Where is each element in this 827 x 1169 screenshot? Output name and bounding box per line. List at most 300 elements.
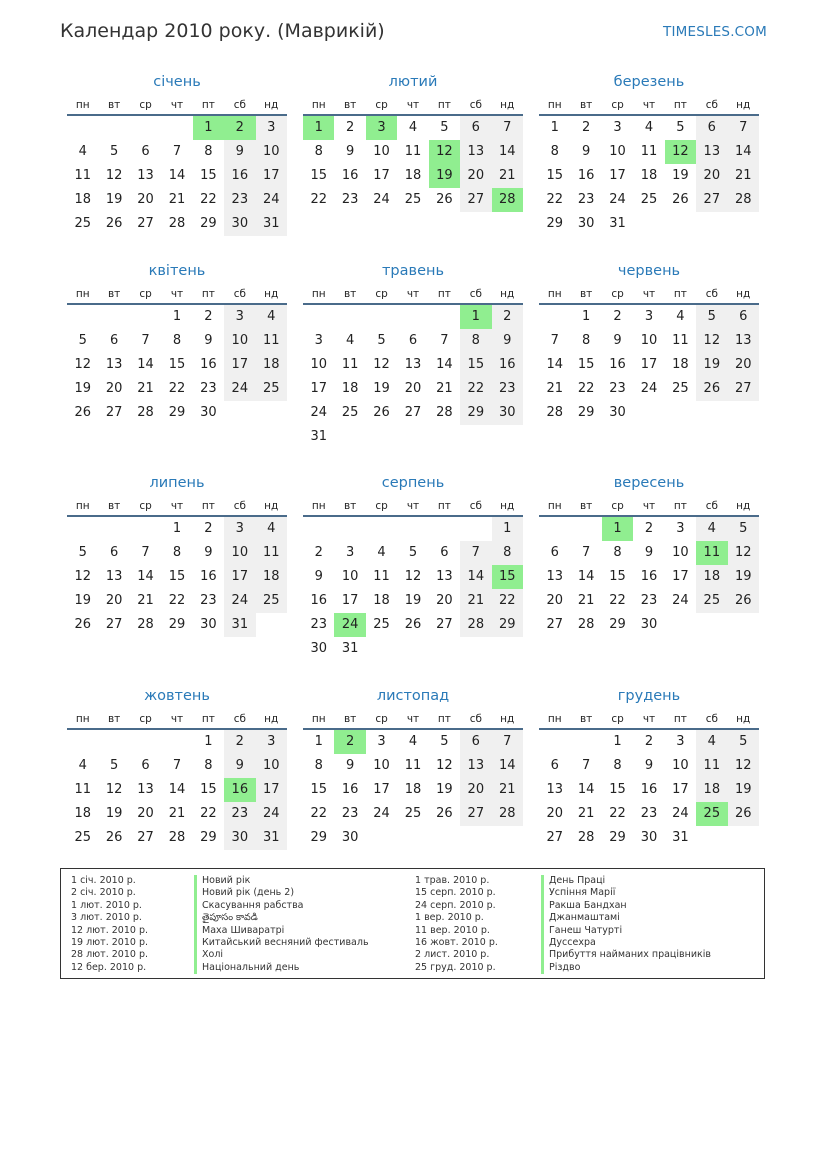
day-cell: 1 — [581, 309, 591, 324]
day-cell: 4 — [408, 120, 418, 135]
empty-cell — [98, 730, 129, 754]
day-cell: 11 — [640, 144, 658, 159]
day-cell: 4 — [696, 517, 727, 541]
day-cell: 11 — [256, 541, 287, 565]
day-cell: 25 — [256, 377, 287, 401]
day-cell: 2 — [204, 309, 213, 324]
day-cell: 3 — [256, 116, 287, 140]
day-cell: 13 — [137, 168, 154, 183]
day-cell: 4 — [676, 309, 685, 324]
day-cell: 8 — [204, 758, 213, 773]
day-cell: 28 — [728, 188, 759, 212]
day-cell: 8 — [314, 758, 323, 773]
legend-date: 25 груд. 2010 р. — [415, 961, 496, 973]
day-cell: 7 — [581, 758, 591, 773]
day-cell: 24 — [224, 377, 255, 401]
day-cell: 19 — [696, 353, 727, 377]
empty-cell — [570, 730, 601, 754]
empty-cell — [130, 116, 161, 140]
weekday-label: вт — [107, 713, 121, 725]
day-cell: 14 — [460, 565, 491, 589]
day-cell: 1 — [314, 734, 323, 749]
day-cell: 3 — [345, 545, 355, 560]
legend-date: 2 лист. 2010 р. — [415, 949, 490, 961]
day-cell: 18 — [672, 357, 689, 372]
holiday-day: 24 — [334, 613, 365, 637]
weekday-label: чт — [642, 713, 656, 725]
day-cell: 26 — [696, 377, 727, 401]
month-12 — [539, 686, 759, 850]
day-cell: 27 — [546, 830, 563, 845]
month-name: жовтень — [144, 688, 210, 704]
day-cell: 26 — [404, 617, 422, 632]
empty-cell — [303, 517, 334, 541]
day-cell: 23 — [224, 802, 255, 826]
weekday-label: ср — [139, 500, 152, 512]
weekday-header — [67, 710, 287, 730]
day-cell: 13 — [137, 782, 154, 797]
weekday-label: нд — [264, 99, 279, 111]
day-cell: 9 — [644, 545, 654, 560]
day-cell: 15 — [310, 168, 327, 183]
day-cell: 8 — [613, 758, 622, 773]
day-cell: 29 — [200, 830, 217, 845]
day-cell: 16 — [200, 569, 217, 584]
day-cell: 10 — [609, 144, 626, 159]
day-cell: 1 — [550, 120, 559, 135]
day-cell: 30 — [200, 405, 217, 420]
weekday-label: нд — [264, 288, 279, 300]
day-cell: 9 — [644, 758, 654, 773]
weekday-label: вт — [343, 500, 357, 512]
day-cell: 18 — [74, 806, 91, 821]
day-cell: 13 — [105, 357, 123, 372]
holiday-day: 12 — [665, 140, 696, 164]
day-cell: 29 — [609, 617, 626, 632]
day-grid — [67, 305, 287, 425]
weekday-label: пн — [75, 713, 90, 725]
day-cell: 20 — [137, 806, 154, 821]
legend-holiday-name: Дуссехра — [541, 937, 711, 949]
weekday-label: пн — [75, 99, 90, 111]
empty-cell — [67, 730, 98, 754]
empty-cell — [98, 517, 129, 541]
holiday-legend — [60, 868, 765, 979]
day-cell: 5 — [728, 517, 759, 541]
weekday-label: нд — [736, 99, 751, 111]
day-cell: 2 — [644, 521, 654, 536]
weekday-label: ср — [611, 713, 624, 725]
day-cell: 22 — [168, 593, 186, 608]
day-cell: 25 — [672, 381, 689, 396]
day-cell: 25 — [404, 806, 422, 821]
legend-date: 1 вер. 2010 р. — [415, 912, 484, 924]
weekday-label: вт — [107, 99, 121, 111]
day-cell: 23 — [310, 617, 327, 632]
day-cell: 6 — [696, 116, 727, 140]
day-cell: 26 — [105, 216, 123, 231]
day-cell: 17 — [672, 782, 689, 797]
day-cell: 7 — [460, 541, 491, 565]
day-cell: 30 — [200, 617, 217, 632]
holiday-day: 25 — [696, 802, 727, 826]
weekday-label: сб — [469, 99, 482, 111]
day-cell: 24 — [224, 589, 255, 613]
day-cell: 25 — [256, 589, 287, 613]
month-10 — [67, 686, 287, 850]
day-cell: 15 — [200, 782, 217, 797]
weekday-header — [67, 285, 287, 305]
day-cell: 27 — [404, 405, 422, 420]
legend-left-dates — [71, 875, 148, 974]
empty-cell — [130, 517, 161, 541]
day-cell: 3 — [377, 734, 386, 749]
day-cell: 26 — [74, 405, 91, 420]
day-cell: 24 — [609, 192, 626, 207]
weekday-label: ср — [375, 500, 388, 512]
empty-cell — [429, 305, 460, 329]
day-cell: 13 — [460, 140, 491, 164]
day-cell: 22 — [609, 593, 626, 608]
day-cell: 19 — [728, 565, 759, 589]
weekday-label: ср — [611, 500, 624, 512]
month-2 — [303, 72, 523, 212]
day-cell: 13 — [105, 569, 123, 584]
holiday-day: 1 — [460, 305, 491, 329]
day-cell: 9 — [204, 545, 213, 560]
day-cell: 29 — [609, 830, 626, 845]
weekday-label: ср — [375, 99, 388, 111]
day-cell: 21 — [168, 806, 186, 821]
weekday-label: сб — [705, 713, 718, 725]
day-cell: 16 — [341, 782, 359, 797]
holiday-day: 16 — [224, 778, 255, 802]
day-cell: 17 — [256, 164, 287, 188]
empty-cell — [334, 517, 365, 541]
day-cell: 27 — [436, 617, 453, 632]
empty-cell — [303, 305, 334, 329]
day-cell: 27 — [460, 188, 491, 212]
day-cell: 10 — [224, 541, 255, 565]
legend-date: 28 лют. 2010 р. — [71, 949, 148, 961]
day-cell: 4 — [696, 730, 727, 754]
holiday-day: 28 — [492, 188, 523, 212]
weekday-label: чт — [170, 713, 184, 725]
empty-cell — [161, 116, 192, 140]
day-cell: 21 — [137, 593, 154, 608]
month-4 — [67, 261, 287, 425]
day-cell: 19 — [74, 593, 91, 608]
day-cell: 18 — [404, 168, 422, 183]
weekday-label: вт — [579, 713, 593, 725]
day-cell: 22 — [577, 381, 595, 396]
day-cell: 17 — [640, 357, 658, 372]
day-cell: 16 — [640, 782, 658, 797]
day-cell: 13 — [546, 782, 563, 797]
month-name: листопад — [376, 688, 450, 704]
legend-holiday-name: Джанмаштамі — [541, 912, 711, 924]
day-cell: 1 — [204, 734, 213, 749]
day-cell: 31 — [224, 613, 255, 637]
day-cell: 5 — [78, 545, 87, 560]
weekday-label: вт — [107, 500, 121, 512]
legend-right-dates — [415, 875, 498, 974]
weekday-label: пт — [201, 500, 215, 512]
day-cell: 9 — [224, 140, 255, 164]
weekday-label: пт — [201, 99, 215, 111]
day-cell: 12 — [373, 357, 390, 372]
weekday-label: пн — [547, 99, 562, 111]
weekday-label: пт — [437, 713, 451, 725]
day-grid — [539, 116, 759, 236]
empty-cell — [366, 517, 397, 541]
month-name: грудень — [617, 688, 681, 704]
day-cell: 27 — [546, 617, 563, 632]
day-cell: 11 — [341, 357, 359, 372]
weekday-label: пн — [75, 500, 90, 512]
day-cell: 26 — [728, 589, 759, 613]
day-cell: 21 — [436, 381, 453, 396]
weekday-label: пн — [311, 713, 326, 725]
legend-right-names — [541, 875, 711, 974]
day-cell: 17 — [373, 782, 390, 797]
day-cell: 28 — [137, 405, 154, 420]
day-cell: 10 — [672, 758, 689, 773]
legend-holiday-name: Новий рік (день 2) — [194, 887, 369, 899]
day-cell: 26 — [436, 192, 453, 207]
day-cell: 12 — [74, 569, 91, 584]
day-cell: 11 — [404, 144, 422, 159]
day-cell: 20 — [137, 192, 154, 207]
day-cell: 1 — [172, 521, 182, 536]
day-cell: 24 — [310, 405, 327, 420]
legend-holiday-name: Скасування рабства — [194, 900, 369, 912]
day-cell: 14 — [577, 782, 595, 797]
month-3 — [539, 72, 759, 236]
day-cell: 22 — [546, 192, 563, 207]
day-cell: 27 — [105, 617, 123, 632]
day-cell: 17 — [224, 353, 255, 377]
day-cell: 25 — [640, 192, 658, 207]
weekday-label: сб — [233, 288, 246, 300]
day-cell: 20 — [105, 381, 123, 396]
weekday-label: пт — [673, 99, 687, 111]
weekday-label: пт — [201, 713, 215, 725]
day-cell: 31 — [609, 216, 626, 231]
day-cell: 2 — [492, 305, 523, 329]
day-cell: 8 — [314, 144, 323, 159]
day-cell: 23 — [640, 806, 658, 821]
day-grid — [303, 116, 523, 212]
day-cell: 1 — [172, 309, 182, 324]
day-cell: 6 — [550, 758, 559, 773]
day-cell: 19 — [404, 593, 422, 608]
weekday-label: пт — [437, 99, 451, 111]
day-cell: 18 — [696, 565, 727, 589]
day-cell: 28 — [577, 830, 595, 845]
weekday-label: пт — [201, 288, 215, 300]
legend-holiday-name: День Праці — [541, 875, 711, 887]
month-8 — [303, 473, 523, 661]
weekday-label: пн — [547, 500, 562, 512]
legend-date: 12 лют. 2010 р. — [71, 924, 148, 936]
day-cell: 5 — [78, 333, 87, 348]
day-cell: 21 — [546, 381, 563, 396]
day-cell: 2 — [613, 309, 622, 324]
day-cell: 23 — [492, 377, 523, 401]
day-cell: 3 — [224, 517, 255, 541]
day-cell: 8 — [613, 545, 622, 560]
day-cell: 25 — [696, 589, 727, 613]
day-cell: 7 — [172, 144, 182, 159]
day-cell: 20 — [460, 164, 491, 188]
day-cell: 14 — [168, 168, 186, 183]
day-cell: 5 — [109, 758, 119, 773]
day-cell: 5 — [728, 730, 759, 754]
month-name: липень — [149, 475, 205, 491]
day-cell: 12 — [436, 758, 453, 773]
day-cell: 17 — [310, 381, 327, 396]
day-cell: 9 — [581, 144, 591, 159]
day-cell: 13 — [728, 329, 759, 353]
weekday-label: сб — [705, 500, 718, 512]
day-cell: 17 — [341, 593, 359, 608]
legend-left-names — [194, 875, 369, 974]
day-cell: 11 — [696, 754, 727, 778]
month-name: серпень — [381, 475, 445, 491]
day-cell: 1 — [492, 517, 523, 541]
day-cell: 11 — [74, 782, 91, 797]
legend-holiday-name: Новий рік — [194, 875, 369, 887]
holiday-day: 12 — [429, 140, 460, 164]
page-title: Календар 2010 року. (Маврикій) — [60, 20, 385, 42]
day-cell: 15 — [609, 569, 626, 584]
day-cell: 28 — [137, 617, 154, 632]
day-cell: 4 — [78, 758, 87, 773]
weekday-label: нд — [500, 500, 515, 512]
holiday-day: 1 — [193, 116, 224, 140]
day-cell: 9 — [492, 329, 523, 353]
legend-holiday-name: Прибуття найманих працівників — [541, 949, 711, 961]
day-cell: 23 — [200, 593, 217, 608]
month-5 — [303, 261, 523, 449]
day-cell: 18 — [696, 778, 727, 802]
weekday-label: вт — [579, 500, 593, 512]
day-cell: 24 — [373, 192, 390, 207]
day-cell: 4 — [377, 545, 386, 560]
day-cell: 30 — [492, 401, 523, 425]
month-1 — [67, 72, 287, 236]
legend-date: 15 серп. 2010 р. — [415, 887, 496, 899]
day-cell: 16 — [224, 164, 255, 188]
weekday-label: ср — [139, 713, 152, 725]
day-cell: 30 — [341, 830, 359, 845]
day-cell: 10 — [310, 357, 327, 372]
weekday-header — [303, 285, 523, 305]
day-cell: 6 — [460, 116, 491, 140]
empty-cell — [98, 305, 129, 329]
day-cell: 6 — [550, 545, 559, 560]
day-cell: 5 — [440, 120, 449, 135]
day-cell: 21 — [492, 164, 523, 188]
day-cell: 4 — [345, 333, 355, 348]
day-cell: 4 — [408, 734, 418, 749]
brand-link[interactable]: TIMESLES.COM — [663, 24, 767, 40]
legend-holiday-name: Ракша Бандхан — [541, 900, 711, 912]
weekday-label: пт — [673, 500, 687, 512]
weekday-label: пн — [311, 99, 326, 111]
day-cell: 7 — [550, 333, 559, 348]
day-cell: 25 — [404, 192, 422, 207]
day-cell: 11 — [256, 329, 287, 353]
day-cell: 2 — [644, 734, 654, 749]
day-cell: 12 — [404, 569, 422, 584]
day-cell: 15 — [168, 357, 186, 372]
day-cell: 6 — [408, 333, 418, 348]
day-cell: 5 — [408, 545, 418, 560]
weekday-label: нд — [500, 99, 515, 111]
day-cell: 14 — [168, 782, 186, 797]
day-cell: 30 — [224, 826, 255, 850]
holiday-day: 1 — [303, 116, 334, 140]
weekday-header — [67, 497, 287, 517]
day-cell: 16 — [341, 168, 359, 183]
day-cell: 28 — [492, 802, 523, 826]
day-cell: 27 — [137, 830, 154, 845]
empty-cell — [429, 517, 460, 541]
day-cell: 13 — [436, 569, 453, 584]
day-cell: 30 — [224, 212, 255, 236]
weekday-header — [303, 497, 523, 517]
weekday-header — [303, 710, 523, 730]
day-cell: 13 — [696, 140, 727, 164]
day-cell: 12 — [105, 782, 123, 797]
day-cell: 16 — [577, 168, 595, 183]
day-cell: 10 — [640, 333, 658, 348]
empty-cell — [366, 305, 397, 329]
day-cell: 31 — [672, 830, 689, 845]
day-cell: 10 — [256, 754, 287, 778]
weekday-label: чт — [642, 99, 656, 111]
day-grid — [539, 305, 759, 425]
day-cell: 15 — [609, 782, 626, 797]
weekday-label: сб — [233, 500, 246, 512]
day-cell: 11 — [404, 758, 422, 773]
day-cell: 21 — [728, 164, 759, 188]
legend-holiday-name: Холі — [194, 949, 369, 961]
day-cell: 8 — [204, 144, 213, 159]
day-cell: 20 — [105, 593, 123, 608]
day-cell: 28 — [436, 405, 453, 420]
day-cell: 2 — [204, 521, 213, 536]
day-cell: 7 — [172, 758, 182, 773]
day-cell: 14 — [492, 754, 523, 778]
day-cell: 8 — [550, 144, 559, 159]
weekday-label: чт — [406, 99, 420, 111]
legend-date: 1 трав. 2010 р. — [415, 875, 490, 886]
day-cell: 30 — [640, 830, 658, 845]
legend-holiday-name: Національний день — [194, 962, 369, 974]
day-cell: 19 — [672, 168, 689, 183]
weekday-header — [67, 96, 287, 116]
legend-holiday-name: Успіння Марії — [541, 887, 711, 899]
empty-cell — [460, 517, 491, 541]
day-cell: 25 — [373, 617, 390, 632]
month-name: лютий — [388, 74, 438, 90]
legend-date: 1 лют. 2010 р. — [71, 899, 142, 911]
day-cell: 21 — [137, 381, 154, 396]
day-grid — [303, 730, 523, 850]
